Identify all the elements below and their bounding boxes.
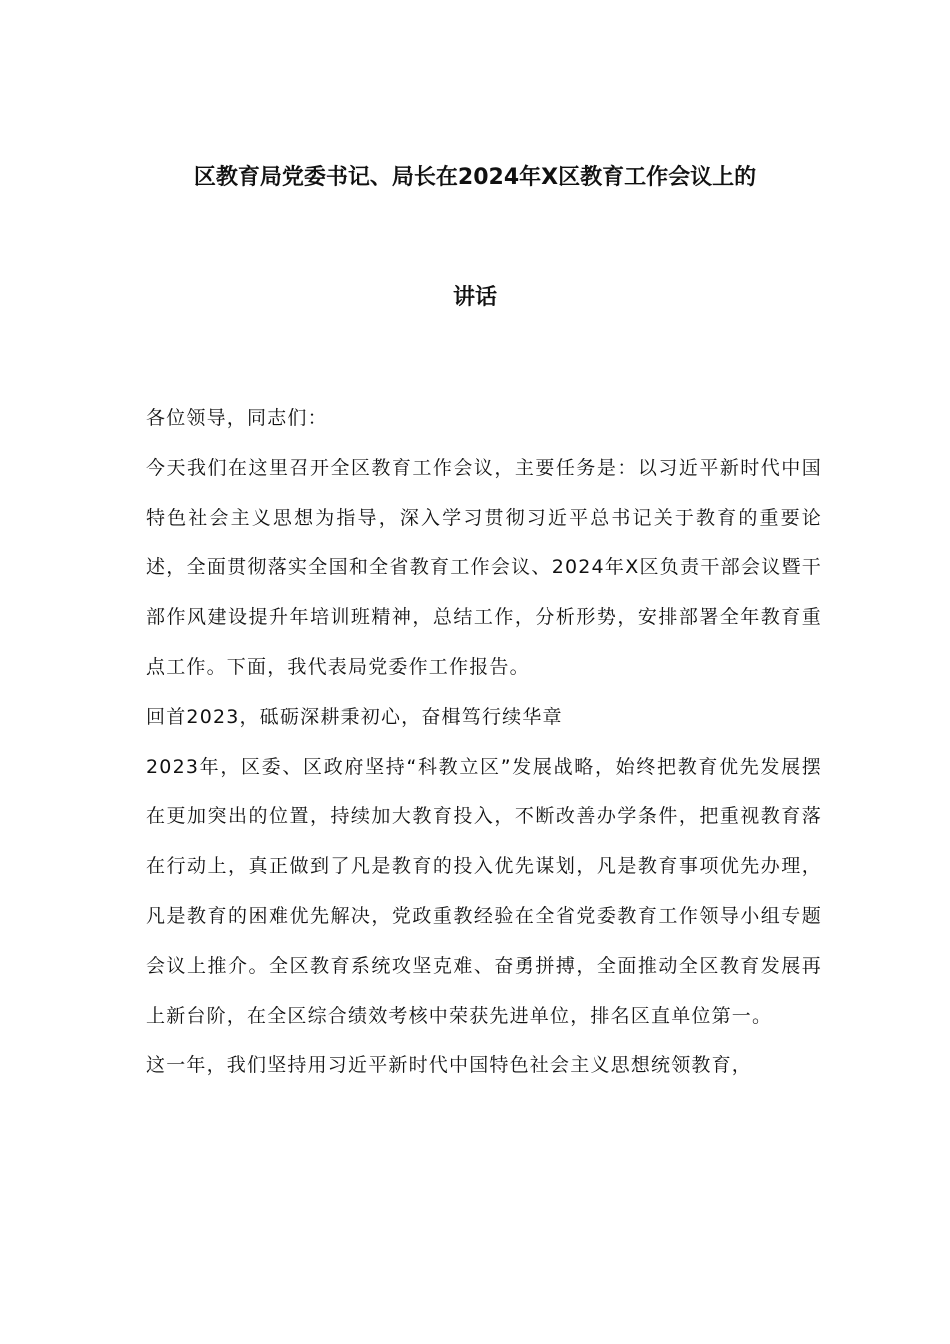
continuation-paragraph: 这一年，我们坚持用习近平新时代中国特色社会主义思想统领教育， — [146, 1054, 753, 1077]
document-title-line-2: 讲话 — [452, 285, 497, 310]
document-title-line-1: 区教育局党委书记、局长在2024年X区教育工作会议上的 — [193, 165, 757, 190]
section-heading: 回首2023，砥砺深耕秉初心，奋楫笃行续华章 — [146, 705, 563, 728]
salutation: 各位领导，同志们： — [146, 407, 328, 429]
document-body — [146, 394, 822, 1091]
review-paragraph: 2023年，区委、区政府坚持“科教立区”发展战略，始终把教育优先发展摆在更加突出的位置，持续加大教育投入，不断改善办学条件，把重视教育落在行动上，真正做到了凡是教育的投入优先谋划，凡是教育事项优先办理，凡是教育的困难优先解决，党政重教经验在全省党委教育工作领导小组专题会议上推介。全区教育系统攻坚克难、奋勇拼搏，全面推动全区教育发展再上新台阶，在全区综合绩效考核中荣获先进单位，排名区直单位第一。 — [146, 755, 822, 1027]
intro-paragraph: 今天我们在这里召开全区教育工作会议，主要任务是：以习近平新时代中国特色社会主义思想为指导，深入学习贯彻习近平总书记关于教育的重要论述，全面贯彻落实全国和全省教育工作会议、2024年X区负责干部会议暨干部作风建设提升年培训班精神，总结工作，分析形势，安排部署全年教育重点工作。下面，我代表局党委作工作报告。 — [146, 456, 822, 678]
